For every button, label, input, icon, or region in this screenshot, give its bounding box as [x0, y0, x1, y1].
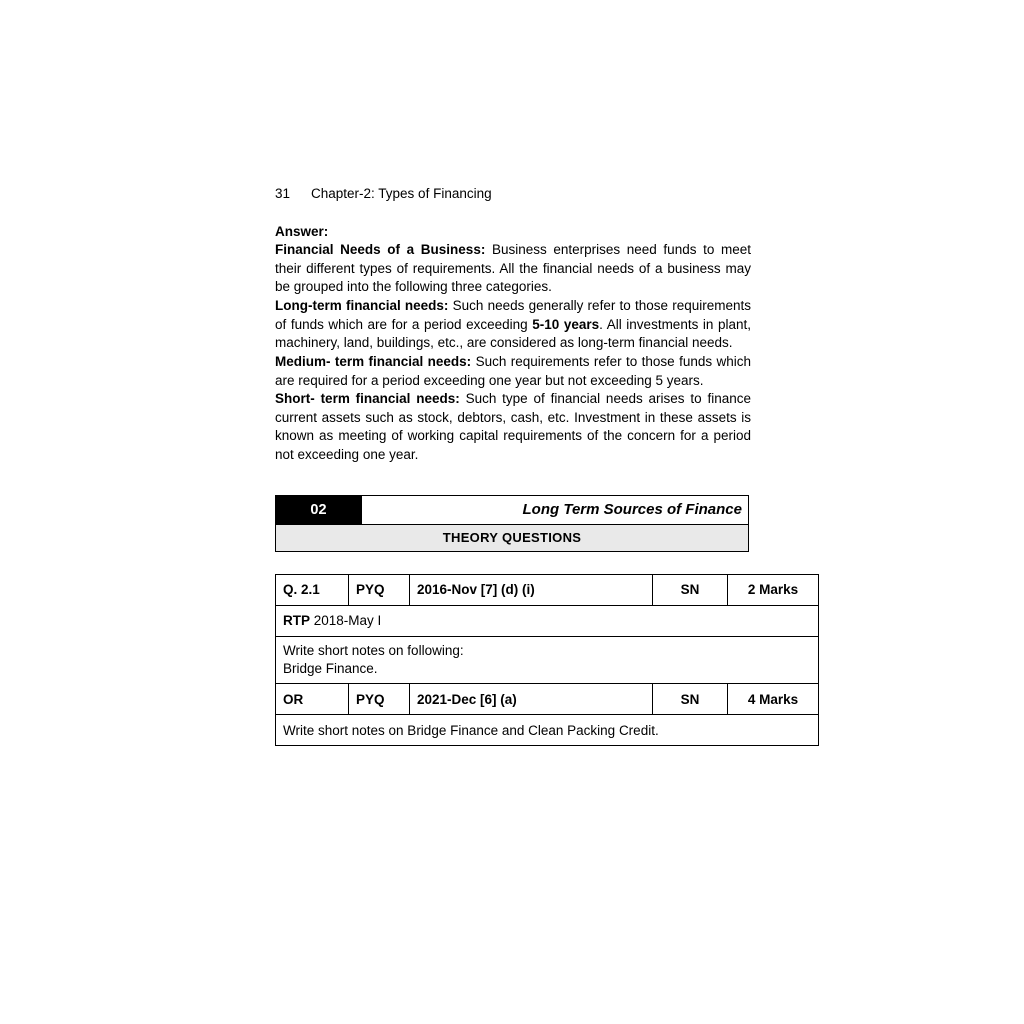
question-note-cell: [276, 636, 819, 683]
paragraph-body-cont: . All investments in plant, machinery, land, buildings, etc., are considered as long-term financial needs.: [275, 316, 752, 351]
paragraph-short-term: [275, 390, 751, 465]
table-row: [276, 636, 819, 683]
rtp-value: 2018-May I: [310, 613, 382, 629]
section-header: [275, 495, 749, 525]
chapter-title: Chapter-2: Types of Financing: [311, 186, 492, 201]
question-note-line2: Bridge Finance.: [283, 660, 378, 676]
table-row: [276, 574, 819, 605]
paragraph-body: Such requirements refer to those funds which are required for a period exceeding one year but not exceeding 5 years.: [275, 353, 751, 388]
paragraph-body: Such needs generally refer to those requirements of funds which are for a period exceeding: [275, 298, 751, 332]
paragraph-body: Business enterprises need funds to meet their different types of requirements. All the financial needs of a business may be grouped into the following three categories.: [275, 242, 751, 295]
question-marks: 4 Marks: [728, 684, 819, 715]
document-page: [275, 186, 799, 746]
page-number: 31: [275, 186, 291, 201]
paragraph-medium-term: [275, 353, 751, 390]
paragraph-lead: Medium- term financial needs:: [275, 353, 472, 369]
questions-table: [275, 574, 819, 746]
answer-label: Answer:: [275, 224, 329, 240]
question-reference: 2021-Dec [6] (a): [410, 684, 653, 715]
question-sn: SN: [653, 574, 728, 605]
page-header: [275, 186, 751, 202]
paragraph-financial-needs: [275, 241, 751, 297]
question-type: PYQ: [349, 684, 410, 715]
question-sn: SN: [653, 684, 728, 715]
section-title: Long Term Sources of Finance: [522, 501, 742, 519]
table-row: [276, 605, 819, 636]
question-code: OR: [276, 684, 349, 715]
paragraph-body: Such type of financial needs arises to finance current assets such as stock, debtors, cash, etc. Investment in these assets is known as meeting of working capital requirements of the concern for a period not exceeding one year.: [275, 391, 751, 463]
paragraph-lead: Short- term financial needs:: [275, 391, 460, 407]
rtp-cell: [276, 605, 819, 636]
paragraph-lead: Financial Needs of a Business:: [275, 242, 486, 258]
paragraph-lead: Long-term financial needs:: [275, 298, 449, 314]
question-note-line1: Write short notes on following:: [283, 642, 464, 658]
table-row: [276, 715, 819, 746]
question-marks: 2 Marks: [728, 574, 819, 605]
question-note2-cell: Write short notes on Bridge Finance and Clean Packing Credit.: [276, 715, 819, 746]
paragraph-emphasis: 5-10 years: [532, 316, 600, 332]
subsection-rest-theory: HEORY: [451, 530, 502, 546]
subsection-bar: [275, 525, 749, 552]
section-number: 02: [276, 496, 362, 524]
subsection-cap-t: T: [442, 530, 452, 546]
rtp-label: RTP: [283, 613, 310, 629]
paragraph-long-term: [275, 297, 751, 353]
question-type: PYQ: [349, 574, 410, 605]
subsection-rest-questions: UESTIONS: [512, 530, 582, 546]
section-block: [275, 495, 749, 552]
subsection-title: [443, 530, 581, 545]
subsection-cap-q: Q: [501, 530, 513, 546]
table-row: [276, 684, 819, 715]
question-code: Q. 2.1: [276, 574, 349, 605]
question-reference: 2016-Nov [7] (d) (i): [410, 574, 653, 605]
